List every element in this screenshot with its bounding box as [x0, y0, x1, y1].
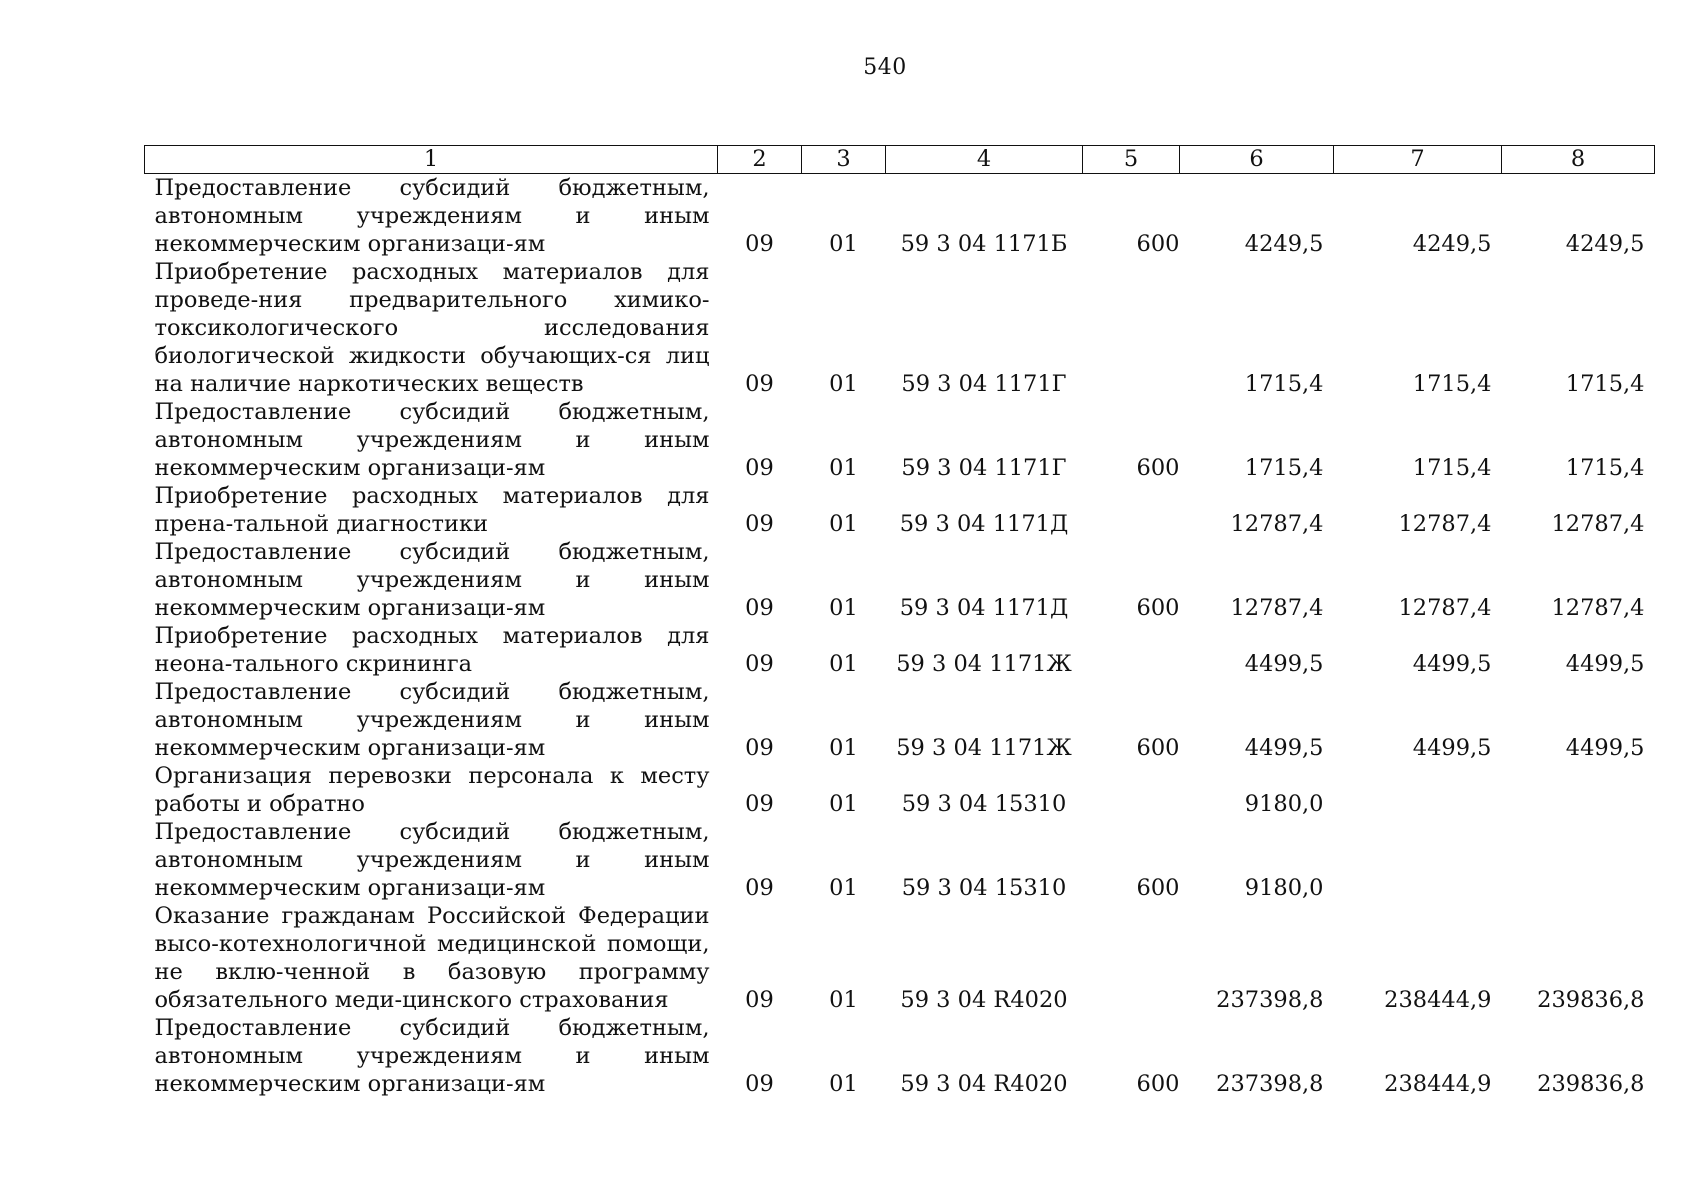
section-code: 09 — [745, 511, 774, 537]
table-row — [145, 482, 1655, 538]
amount-col-7: 4499,5 — [1412, 651, 1492, 677]
subsection-code: 01 — [829, 455, 858, 481]
amount-col-7: 1715,4 — [1412, 371, 1492, 397]
column-header-2: 2 — [718, 146, 802, 174]
amount-col-8: 1715,4 — [1565, 455, 1645, 481]
row-description: Предоставление субсидий бюджетным, автономным учреждениям и иным некоммерческим организаци-ям — [154, 819, 710, 901]
target-article-code: 59 3 04 1171Ж — [896, 735, 1072, 761]
amount-col-6: 4499,5 — [1244, 651, 1324, 677]
row-description: Приобретение расходных материалов для проведе-ния предварительного химико-токсикологического исследования биологической жидкости обучающих-ся лиц на наличие наркотических веществ — [154, 259, 710, 397]
subsection-code: 01 — [829, 371, 858, 397]
header-row — [145, 146, 1655, 174]
expense-group-code — [1083, 762, 1180, 818]
expense-group-code: 600 — [1136, 455, 1180, 481]
amount-col-8: 4499,5 — [1565, 735, 1645, 761]
section-code: 09 — [745, 735, 774, 761]
subsection-code: 01 — [829, 987, 858, 1013]
table-row — [145, 762, 1655, 818]
section-code: 09 — [745, 455, 774, 481]
table-row — [145, 902, 1655, 1014]
section-code: 09 — [745, 231, 774, 257]
amount-col-6: 237398,8 — [1216, 1071, 1324, 1097]
amount-col-8: 239836,8 — [1537, 987, 1645, 1013]
amount-col-7 — [1334, 818, 1502, 902]
row-description: Предоставление субсидий бюджетным, автономным учреждениям и иным некоммерческим организаци-ям — [154, 399, 710, 481]
row-description: Предоставление субсидий бюджетным, автономным учреждениям и иным некоммерческим организаци-ям — [154, 539, 710, 621]
amount-col-6: 9180,0 — [1244, 875, 1324, 901]
table-header — [145, 146, 1655, 174]
subsection-code: 01 — [829, 735, 858, 761]
amount-col-7: 238444,9 — [1384, 987, 1492, 1013]
expense-group-code: 600 — [1136, 595, 1180, 621]
expense-group-code: 600 — [1136, 1071, 1180, 1097]
section-code: 09 — [745, 651, 774, 677]
amount-col-7: 4249,5 — [1412, 231, 1492, 257]
target-article-code: 59 3 04 15310 — [901, 875, 1067, 901]
column-header-3: 3 — [802, 146, 886, 174]
target-article-code: 59 3 04 1171Б — [900, 231, 1068, 257]
amount-col-8 — [1502, 818, 1655, 902]
subsection-code: 01 — [829, 595, 858, 621]
amount-col-7: 12787,4 — [1398, 511, 1492, 537]
table-row — [145, 818, 1655, 902]
section-code: 09 — [745, 371, 774, 397]
amount-col-7: 1715,4 — [1412, 455, 1492, 481]
column-header-6: 6 — [1180, 146, 1334, 174]
page-number: 540 — [863, 55, 907, 80]
expense-group-code — [1083, 902, 1180, 1014]
subsection-code: 01 — [829, 791, 858, 817]
subsection-code: 01 — [829, 511, 858, 537]
row-description: Организация перевозки персонала к месту работы и обратно — [154, 763, 710, 817]
expense-group-code: 600 — [1136, 735, 1180, 761]
section-code: 09 — [745, 987, 774, 1013]
target-article-code: 59 3 04 R4020 — [900, 1071, 1068, 1097]
row-description: Приобретение расходных материалов для прена-тальной диагностики — [154, 483, 710, 537]
section-code: 09 — [745, 1071, 774, 1097]
row-description: Оказание гражданам Российской Федерации высо-котехнологичной медицинской помощи, не вклю-ченной в базовую программу обязательного меди-цинского страхования — [154, 903, 710, 1013]
budget-table — [144, 145, 1655, 1098]
amount-col-8: 4249,5 — [1565, 231, 1645, 257]
target-article-code: 59 3 04 1171Д — [899, 511, 1069, 537]
column-header-5: 5 — [1083, 146, 1180, 174]
amount-col-8 — [1502, 762, 1655, 818]
amount-col-6: 12787,4 — [1230, 595, 1324, 621]
subsection-code: 01 — [829, 651, 858, 677]
amount-col-6: 4499,5 — [1244, 735, 1324, 761]
target-article-code: 59 3 04 1171Г — [901, 455, 1067, 481]
amount-col-6: 1715,4 — [1244, 455, 1324, 481]
column-header-7: 7 — [1334, 146, 1502, 174]
amount-col-6: 12787,4 — [1230, 511, 1324, 537]
section-code: 09 — [745, 595, 774, 621]
table-row — [145, 678, 1655, 762]
table-row — [145, 398, 1655, 482]
amount-col-7 — [1334, 762, 1502, 818]
expense-group-code: 600 — [1136, 875, 1180, 901]
column-header-1: 1 — [145, 146, 718, 174]
amount-col-7: 12787,4 — [1398, 595, 1492, 621]
amount-col-8: 4499,5 — [1565, 651, 1645, 677]
table-body — [145, 174, 1655, 1099]
table-row — [145, 538, 1655, 622]
target-article-code: 59 3 04 R4020 — [900, 987, 1068, 1013]
target-article-code: 59 3 04 1171Ж — [896, 651, 1072, 677]
amount-col-7: 238444,9 — [1384, 1071, 1492, 1097]
column-header-4: 4 — [886, 146, 1083, 174]
row-description: Предоставление субсидий бюджетным, автономным учреждениям и иным некоммерческим организаци-ям — [154, 1015, 710, 1097]
amount-col-6: 9180,0 — [1244, 791, 1324, 817]
row-description: Приобретение расходных материалов для неона-тального скрининга — [154, 623, 710, 677]
row-description: Предоставление субсидий бюджетным, автономным учреждениям и иным некоммерческим организаци-ям — [154, 679, 710, 761]
expense-group-code — [1083, 258, 1180, 398]
column-header-8: 8 — [1502, 146, 1655, 174]
amount-col-6: 4249,5 — [1244, 231, 1324, 257]
subsection-code: 01 — [829, 1071, 858, 1097]
target-article-code: 59 3 04 1171Г — [901, 371, 1067, 397]
expense-group-code: 600 — [1136, 231, 1180, 257]
expense-group-code — [1083, 622, 1180, 678]
target-article-code: 59 3 04 15310 — [901, 791, 1067, 817]
expense-group-code — [1083, 482, 1180, 538]
amount-col-7: 4499,5 — [1412, 735, 1492, 761]
amount-col-8: 239836,8 — [1537, 1071, 1645, 1097]
row-description: Предоставление субсидий бюджетным, автономным учреждениям и иным некоммерческим организаци-ям — [154, 175, 710, 257]
amount-col-6: 1715,4 — [1244, 371, 1324, 397]
table-row — [145, 174, 1655, 259]
target-article-code: 59 3 04 1171Д — [899, 595, 1069, 621]
amount-col-8: 1715,4 — [1565, 371, 1645, 397]
amount-col-8: 12787,4 — [1551, 595, 1645, 621]
table-row — [145, 622, 1655, 678]
subsection-code: 01 — [829, 875, 858, 901]
subsection-code: 01 — [829, 231, 858, 257]
amount-col-6: 237398,8 — [1216, 987, 1324, 1013]
section-code: 09 — [745, 875, 774, 901]
table-row — [145, 258, 1655, 398]
table-row — [145, 1014, 1655, 1098]
amount-col-8: 12787,4 — [1551, 511, 1645, 537]
section-code: 09 — [745, 791, 774, 817]
